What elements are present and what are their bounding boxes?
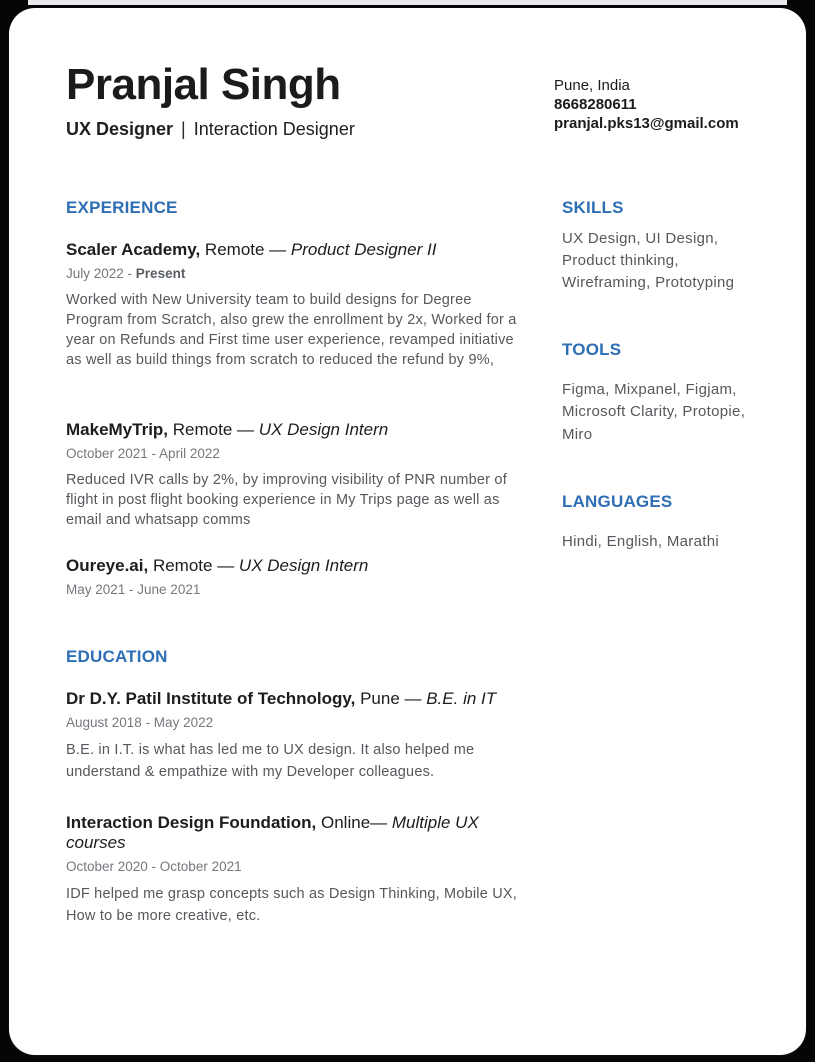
skills-list: UX Design, UI Design, Product thinking, Wireframing, Prototyping xyxy=(562,230,735,292)
entry-title xyxy=(66,813,526,853)
entry-dates xyxy=(66,715,526,730)
entry-role: UX Design Intern xyxy=(238,556,369,576)
tools-section xyxy=(562,340,768,445)
entry-dates xyxy=(66,266,526,281)
entry-description: B.E. in I.T. is what has led me to UX design. It also helped me understand & empathize with my Developer colleagues. xyxy=(66,742,475,780)
entry-role: Product Designer II xyxy=(290,240,437,260)
organization-name: MakeMyTrip, xyxy=(66,420,169,440)
entry-role: UX Design Intern xyxy=(258,420,389,440)
tools-list: Figma, Mixpanel, Figjam, Microsoft Clarity, Protopie, Miro xyxy=(562,381,746,443)
institution-name: Interaction Design Foundation, xyxy=(66,813,317,833)
skills-section xyxy=(562,198,768,294)
title-separator: | xyxy=(181,119,186,140)
contact-phone: 8668280611 xyxy=(554,96,637,113)
side-column xyxy=(562,198,768,927)
resume-page xyxy=(9,8,806,1055)
organization-name: Oureye.ai, xyxy=(66,556,149,576)
entry-description: Worked with New University team to build designs for Degree Program from Scratch, also grew the enrollment by 2x, Worked for a year on Refunds and First time user experience, revamped initiative as well as build things from scratch to reduced the refund by 9%, xyxy=(66,292,517,369)
top-edge-strip xyxy=(28,0,787,5)
contact-block xyxy=(554,76,750,133)
date-range: May 2021 - June 2021 xyxy=(66,582,201,598)
entry-location: Remote — xyxy=(168,420,259,440)
identity-block xyxy=(66,60,355,140)
entry-title xyxy=(66,689,526,709)
entry-description: IDF helped me grasp concepts such as Design Thinking, Mobile UX, How to be more creative, etc. xyxy=(66,886,517,924)
date-range: July 2022 - xyxy=(66,266,136,282)
languages-list: Hindi, English, Marathi xyxy=(562,532,719,550)
education-entry-dypatil xyxy=(66,689,526,783)
entry-title xyxy=(66,420,526,440)
candidate-name: Pranjal Singh xyxy=(66,60,341,109)
resume-header xyxy=(66,60,750,140)
section-heading-experience: EXPERIENCE xyxy=(66,198,178,218)
section-heading-education: EDUCATION xyxy=(66,647,168,667)
experience-entry-makemytrip xyxy=(66,420,526,530)
experience-entry-oureye xyxy=(66,556,526,597)
date-range: August 2018 - May 2022 xyxy=(66,715,214,731)
entry-location: Remote — xyxy=(200,240,291,260)
primary-role: UX Designer xyxy=(66,119,174,140)
entry-dates xyxy=(66,446,526,461)
entry-description: Reduced IVR calls by 2%, by improving visibility of PNR number of flight in post flight booking experience in My Trips page as well as email and whatsapp comms xyxy=(66,472,507,529)
institution-name: Dr D.Y. Patil Institute of Technology, xyxy=(66,689,356,709)
secondary-role: Interaction Designer xyxy=(193,119,355,140)
date-present: Present xyxy=(135,266,186,282)
section-heading-skills: SKILLS xyxy=(562,198,624,218)
entry-dates xyxy=(66,582,526,597)
content-columns xyxy=(66,198,750,927)
education-entry-idf xyxy=(66,813,526,927)
date-range: October 2020 - October 2021 xyxy=(66,859,242,875)
contact-email: pranjal.pks13@gmail.com xyxy=(554,115,739,132)
entry-degree: B.E. in IT xyxy=(426,689,497,709)
candidate-title xyxy=(66,119,355,140)
section-heading-languages: LANGUAGES xyxy=(562,491,673,511)
entry-location: Remote — xyxy=(148,556,239,576)
entry-dates xyxy=(66,859,526,874)
section-heading-tools: TOOLS xyxy=(562,340,622,360)
contact-location: Pune, India xyxy=(554,77,630,94)
entry-degree: Multiple UX courses xyxy=(66,813,479,853)
main-column xyxy=(66,198,526,927)
date-range: October 2021 - April 2022 xyxy=(66,446,220,462)
experience-entry-scaler xyxy=(66,240,526,370)
entry-location: Online— xyxy=(316,813,392,833)
languages-section xyxy=(562,492,768,553)
entry-location: Pune — xyxy=(355,689,427,709)
entry-title xyxy=(66,556,526,576)
entry-title xyxy=(66,240,526,260)
organization-name: Scaler Academy, xyxy=(66,240,201,260)
